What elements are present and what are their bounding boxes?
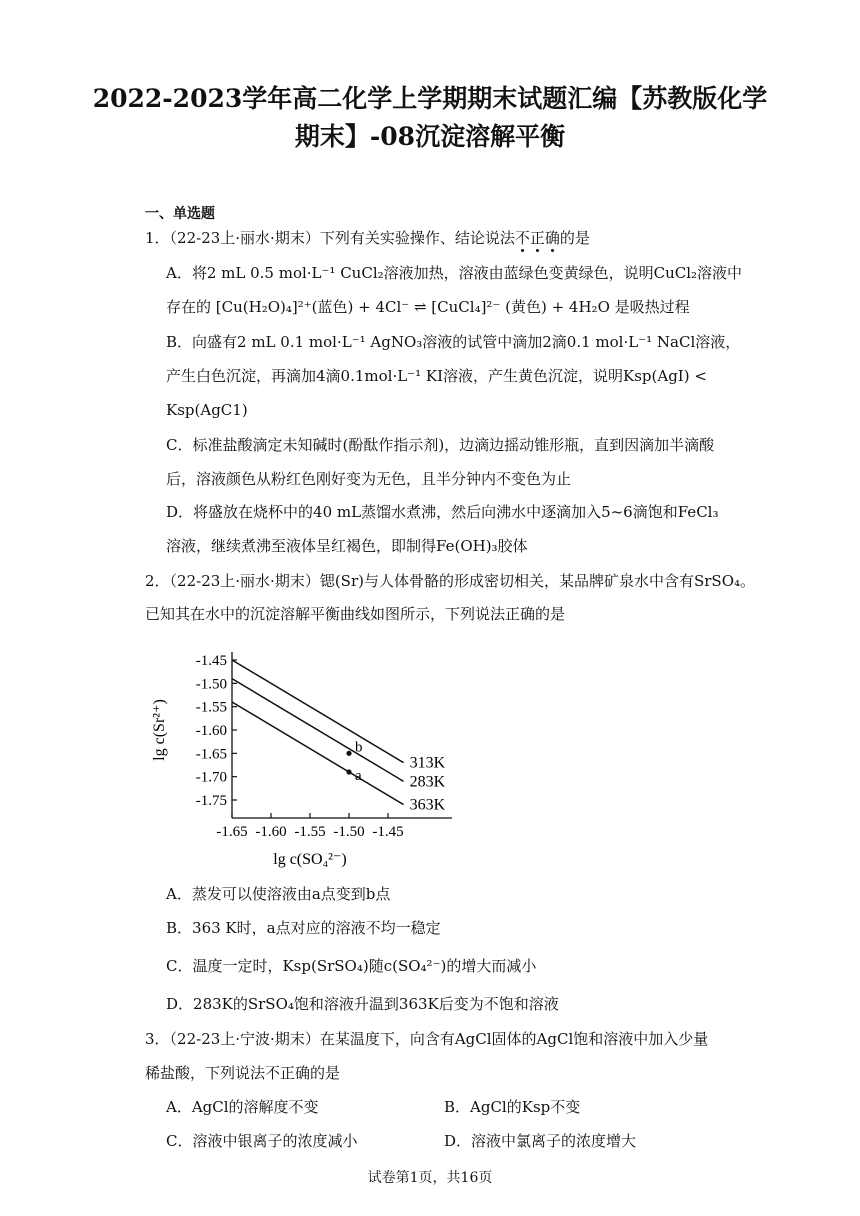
solubility-chart	[140, 640, 470, 870]
series-line-283K	[232, 679, 404, 782]
series-label-313K: 313K	[409, 754, 446, 772]
q3-stem-line1: 3．（22-23上·宁波·期末）在某温度下，向含有AgCl固体的AgCl饱和溶液中加入少量	[145, 1030, 709, 1048]
x-tick-label: -1.65	[216, 824, 248, 840]
doc-title-line2: 期末】-08沉淀溶解平衡	[294, 122, 566, 151]
q1-option-b-line2: 产生白色沉淀，再滴加4滴0.1mol·L⁻¹ KI溶液，产生黄色沉淀，说明Ksp(AgI) <	[166, 367, 707, 385]
y-tick-label: -1.65	[195, 746, 227, 763]
y-axis-title: lg c(Sr²⁺)	[151, 699, 168, 761]
q3-option-a: A．AgCl的溶解度不变	[166, 1098, 319, 1116]
q1-option-b-line1: B．向盛有2 mL 0.1 mol·L⁻¹ AgNO₃溶液的试管中滴加2滴0.1 mol·L⁻¹ NaCl溶液，	[166, 333, 741, 351]
y-tick-label: -1.50	[195, 676, 227, 693]
y-tick-label: -1.70	[195, 769, 227, 786]
series-line-313K	[232, 660, 404, 763]
y-tick-label: -1.60	[195, 723, 227, 739]
x-tick-label: -1.60	[255, 824, 287, 840]
chart-root	[151, 652, 452, 868]
q2-option-a: A．蒸发可以使溶液由a点变到b点	[166, 885, 391, 903]
q2-stem-line1: 2．（22-23上·丽水·期末）锶(Sr)与人体骨骼的形成密切相关，某品牌矿泉水中含有SrSO₄。	[145, 572, 756, 590]
q1-option-a-line2: 存在的 [Cu(H₂O)₄]²⁺(蓝色) + 4Cl⁻ ⇌ [CuCl₄]²⁻ (黄色) + 4H₂O 是吸热过程	[166, 298, 690, 316]
page-footer: 试卷第1页，共16页	[367, 1170, 493, 1186]
x-axis-title: lg c(SO₄²⁻)	[273, 851, 347, 868]
q2-option-c: C．温度一定时，Ksp(SrSO₄)随c(SO₄²⁻)的增大而减小	[166, 957, 537, 975]
section-heading: 一、单选题	[145, 206, 215, 222]
series-line-363K	[232, 702, 404, 805]
y-tick-label: -1.75	[195, 793, 227, 809]
q1-option-d-line1: D．将盛放在烧杯中的40 mL蒸馏水煮沸，然后向沸水中逐滴加入5~6滴饱和FeCl₃	[166, 503, 719, 521]
doc-title-line1: 2022-2023学年高二化学上学期期末试题汇编【苏教版化学	[92, 84, 768, 113]
q3-stem-line2: 稀盐酸，下列说法不正确的是	[145, 1064, 341, 1082]
point-label-b: b	[355, 739, 363, 756]
x-tick-label: -1.55	[294, 824, 326, 840]
q2-stem-line2: 已知其在水中的沉淀溶解平衡曲线如图所示，下列说法正确的是	[145, 605, 566, 623]
point-a	[346, 769, 351, 774]
series-label-363K: 363K	[409, 796, 446, 814]
q2-option-d: D．283K的SrSO₄饱和溶液升温到363K后变为不饱和溶液	[166, 995, 559, 1013]
q1-option-b-line3: Ksp(AgC1)	[166, 401, 248, 419]
q1-option-c-line2: 后，溶液颜色从粉红色刚好变为无色，且半分钟内不变色为止	[166, 470, 572, 488]
q3-option-c: C．溶液中银离子的浓度减小	[166, 1132, 358, 1150]
q1-option-d-line2: 溶液，继续煮沸至液体呈红褐色，即制得Fe(OH)₃胶体	[166, 537, 528, 555]
x-tick-label: -1.50	[333, 824, 365, 840]
q1-stem: 1．（22-23上·丽水·期末）下列有关实验操作、结论说法不正确的是	[145, 229, 590, 247]
y-tick-label: -1.45	[195, 653, 227, 669]
y-tick-label: -1.55	[195, 699, 227, 716]
q1-option-c-line1: C．标准盐酸滴定未知碱时(酚酞作指示剂)，边滴边摇动锥形瓶，直到因滴加半滴酸	[166, 436, 715, 454]
x-tick-label: -1.45	[372, 824, 404, 840]
q2-option-b: B．363 K时，a点对应的溶液不均一稳定	[166, 919, 441, 937]
q1-option-a-line1: A．将2 mL 0.5 mol·L⁻¹ CuCl₂溶液加热，溶液由蓝绿色变黄绿色，说明CuCl₂溶液中	[166, 264, 743, 282]
series-label-283K: 283K	[409, 773, 446, 791]
point-label-a: a	[355, 768, 362, 784]
q3-option-d: D．溶液中氯离子的浓度增大	[444, 1132, 637, 1150]
q3-option-b: B．AgCl的Ksp不变	[444, 1098, 581, 1116]
point-b	[346, 751, 351, 756]
